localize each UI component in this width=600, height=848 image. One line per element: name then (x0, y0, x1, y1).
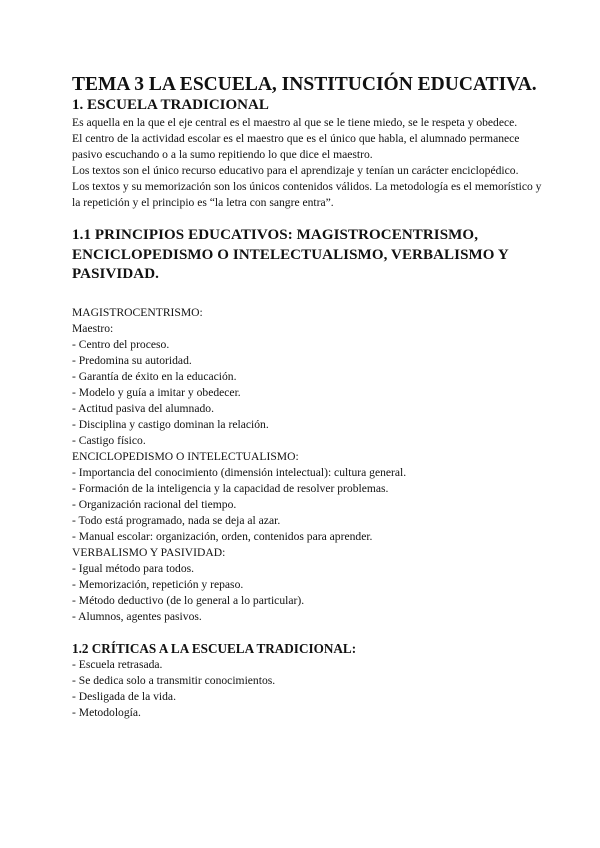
section-heading-criticas: 1.2 CRÍTICAS A LA ESCUELA TRADICIONAL: (72, 640, 357, 656)
section-body-escuela-tradicional (72, 115, 542, 211)
list-item: - Igual método para todos. (72, 561, 195, 575)
list-item: - Centro del proceso. (72, 337, 170, 351)
list-enciclopedismo (72, 465, 542, 545)
list-item: - Metodología. (72, 705, 141, 719)
list-item: - Método deductivo (de lo general a lo particular). (72, 593, 305, 607)
list-item: - Escuela retrasada. (72, 657, 163, 671)
list-item: - Alumnos, agentes pasivos. (72, 609, 202, 623)
subsection-label-maestro: Maestro: (72, 321, 114, 335)
list-item: - Castigo físico. (72, 433, 146, 447)
list-item: - Garantía de éxito en la educación. (72, 369, 237, 383)
paragraph: Los textos y su memorización son los únicos contenidos válidos. La metodología es el memorístico y la repetición y el principio es “la letra con sangre entra”. (72, 180, 542, 209)
list-item: - Predomina su autoridad. (72, 353, 192, 367)
document-title: TEMA 3 LA ESCUELA, INSTITUCIÓN EDUCATIVA. (72, 74, 537, 95)
list-item: - Importancia del conocimiento (dimensión intelectual): cultura general. (72, 465, 407, 479)
section-body-principios (72, 305, 542, 625)
list-item: - Organización racional del tiempo. (72, 497, 237, 511)
list-item: - Todo está programado, nada se deja al azar. (72, 513, 281, 527)
section-heading-principios-educativos: 1.1 PRINCIPIOS EDUCATIVOS: MAGISTROCENTRISMO, ENCICLOPEDISMO O INTELECTUALISMO, VERBALISMO Y PASIVIDAD. (72, 227, 509, 282)
list-item: - Actitud pasiva del alumnado. (72, 401, 214, 415)
list-item: - Disciplina y castigo dominan la relación. (72, 417, 269, 431)
list-criticas (72, 657, 542, 721)
paragraph: Es aquella en la que el eje central es el maestro al que se le tiene miedo, se le respeta y obedece. (72, 116, 518, 129)
list-item: - Modelo y guía a imitar y obedecer. (72, 385, 241, 399)
list-item: - Se dedica solo a transmitir conocimientos. (72, 673, 276, 687)
list-item: - Memorización, repetición y repaso. (72, 577, 244, 591)
paragraph: Los textos son el único recurso educativo para el aprendizaje y tenían un carácter enciclopédico. (72, 164, 519, 177)
list-item: - Manual escolar: organización, orden, contenidos para aprender. (72, 529, 373, 543)
list-verbalismo (72, 561, 542, 625)
section-heading-escuela-tradicional: 1. ESCUELA TRADICIONAL (72, 97, 269, 113)
subsection-label-verbalismo: VERBALISMO Y PASIVIDAD: (72, 545, 226, 559)
list-magistrocentrismo (72, 337, 542, 449)
paragraph: El centro de la actividad escolar es el maestro que es el único que habla, el alumnado permanece pasivo escuchando o a la sumo repitiendo lo que dice el maestro. (72, 132, 520, 161)
subsection-label-magistrocentrismo: MAGISTROCENTRISMO: (72, 305, 203, 319)
list-item: - Formación de la inteligencia y la capacidad de resolver problemas. (72, 481, 389, 495)
list-item: - Desligada de la vida. (72, 689, 176, 703)
subsection-label-enciclopedismo: ENCICLOPEDISMO O INTELECTUALISMO: (72, 449, 299, 463)
document-page (72, 74, 542, 721)
